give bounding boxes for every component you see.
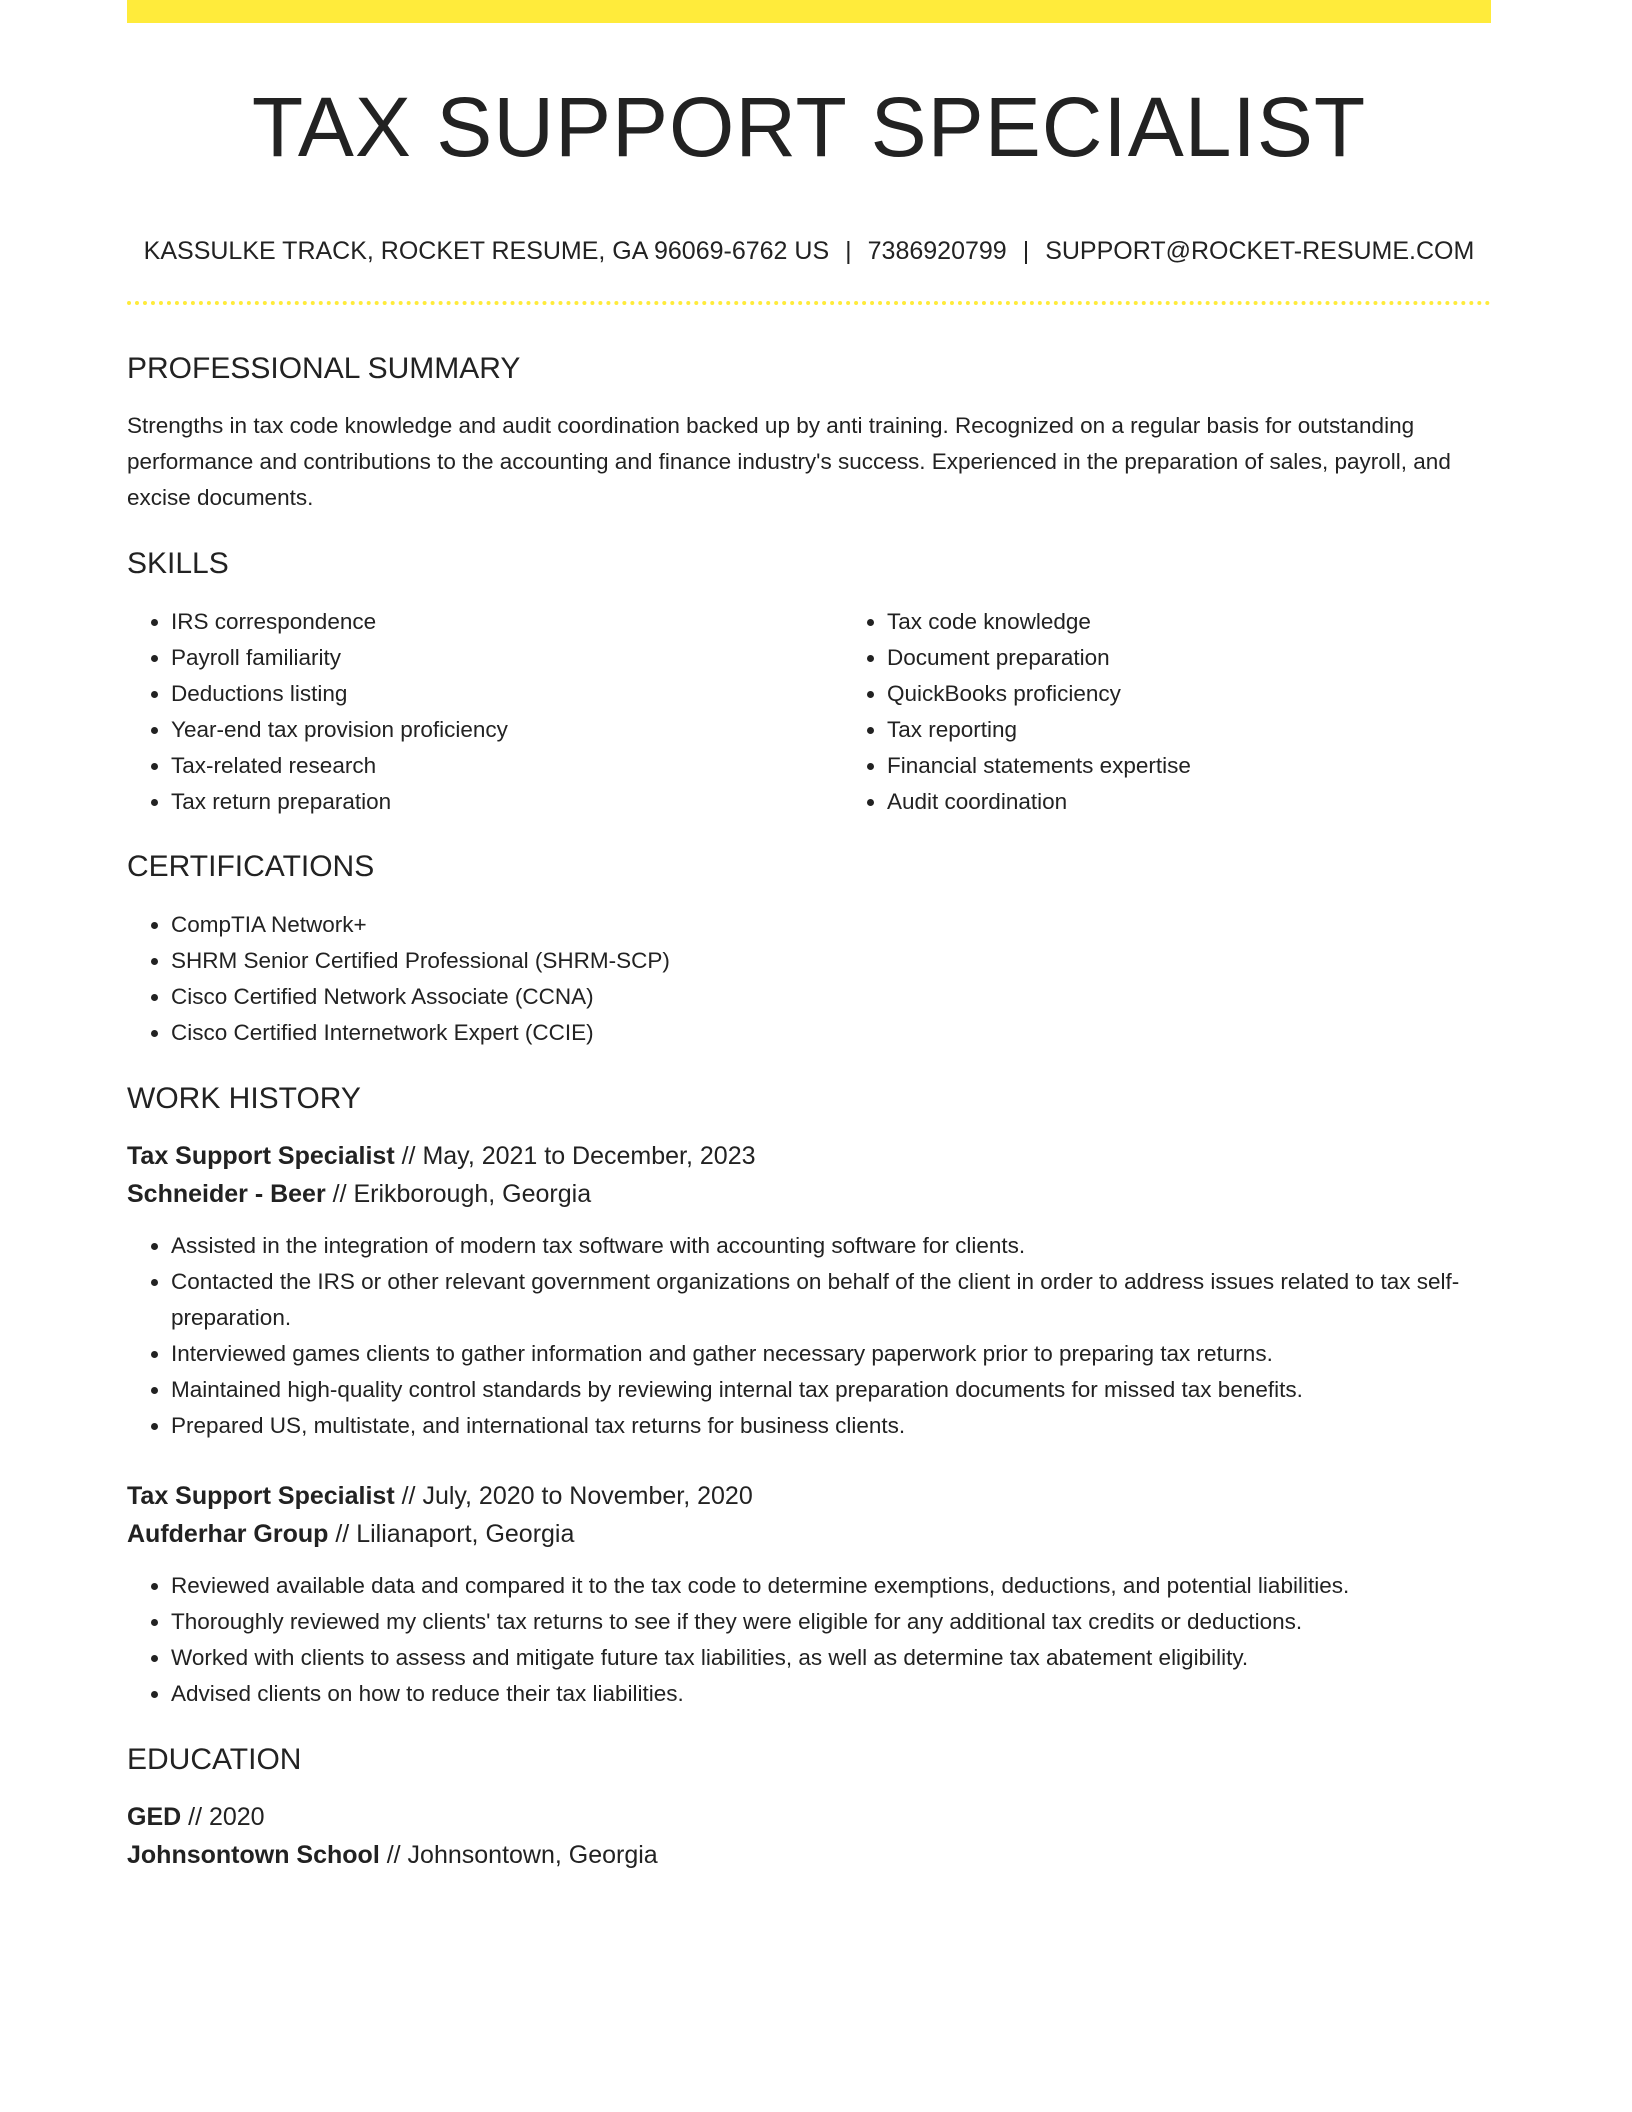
certification-item: • CompTIA Network+ xyxy=(171,907,1491,943)
skill-item: • Financial statements expertise xyxy=(887,748,1559,784)
work-history-heading: WORK HISTORY xyxy=(127,1082,361,1115)
job-bullet: • Interviewed games clients to gather information and gather necessary paperwork prior to preparing tax returns. xyxy=(171,1336,1491,1372)
job-entry xyxy=(127,1477,1491,1712)
education-degree: GED xyxy=(127,1803,182,1831)
skills-list-left xyxy=(127,604,843,820)
job-title-line xyxy=(127,1477,1491,1515)
skill-item: • Tax return preparation xyxy=(171,784,843,820)
job-location: // Lilianaport, Georgia xyxy=(328,1520,575,1548)
job-title-line xyxy=(127,1137,1491,1175)
skill-item: • Tax-related research xyxy=(171,748,843,784)
skill-item: • Deductions listing xyxy=(171,676,843,712)
skill-item: • Tax reporting xyxy=(887,712,1559,748)
contact-address: KASSULKE TRACK, ROCKET RESUME, GA 96069-6762 US xyxy=(143,237,830,265)
job-entry xyxy=(127,1137,1491,1444)
accent-top-bar xyxy=(127,0,1491,23)
page-title: TAX SUPPORT SPECIALIST xyxy=(251,80,1367,174)
education-school-line xyxy=(127,1836,1491,1874)
job-company: Schneider - Beer xyxy=(127,1180,326,1208)
job-company-line xyxy=(127,1175,1491,1213)
skills-heading: SKILLS xyxy=(127,547,229,580)
education-heading: EDUCATION xyxy=(127,1743,302,1776)
job-company: Aufderhar Group xyxy=(127,1520,329,1548)
job-title: Tax Support Specialist xyxy=(127,1142,395,1170)
skill-item: • Tax code knowledge xyxy=(887,604,1559,640)
skill-item: • Document preparation xyxy=(887,640,1559,676)
summary-text: Strengths in tax code knowledge and audit coordination backed up by anti training. Recognized on a regular basis for outstanding performance and contributions to the accounting and finance industry's success. Experienced in the preparation of sales, payroll, and excise documents. xyxy=(127,413,1451,510)
job-bullet: • Thoroughly reviewed my clients' tax returns to see if they were eligible for any additional tax credits or deductions. xyxy=(171,1604,1491,1640)
job-company-line xyxy=(127,1515,1491,1553)
skill-item: • IRS correspondence xyxy=(171,604,843,640)
job-bullet: • Prepared US, multistate, and international tax returns for business clients. xyxy=(171,1408,1491,1444)
contact-line xyxy=(127,236,1491,266)
certification-item: • Cisco Certified Internetwork Expert (CCIE) xyxy=(171,1015,1491,1051)
education-year: // 2020 xyxy=(181,1803,265,1831)
skills-list-right xyxy=(843,604,1559,820)
job-bullet: • Reviewed available data and compared it to the tax code to determine exemptions, deductions, and potential liabilities. xyxy=(171,1568,1491,1604)
contact-separator: | xyxy=(845,237,852,265)
certification-item: • Cisco Certified Network Associate (CCNA) xyxy=(171,979,1491,1015)
summary-heading: PROFESSIONAL SUMMARY xyxy=(127,352,521,385)
job-bullets xyxy=(127,1228,1491,1444)
job-location: // Erikborough, Georgia xyxy=(325,1180,592,1208)
dotted-divider xyxy=(127,301,1491,305)
job-bullet: • Assisted in the integration of modern tax software with accounting software for clients. xyxy=(171,1228,1491,1264)
skill-item: • Payroll familiarity xyxy=(171,640,843,676)
skills-columns xyxy=(127,604,1491,820)
education-degree-line xyxy=(127,1798,1491,1836)
job-bullet: • Worked with clients to assess and mitigate future tax liabilities, as well as determine tax abatement eligibility. xyxy=(171,1640,1491,1676)
certification-item: • SHRM Senior Certified Professional (SHRM-SCP) xyxy=(171,943,1491,979)
contact-phone: 7386920799 xyxy=(867,237,1007,265)
skill-item: • QuickBooks proficiency xyxy=(887,676,1559,712)
contact-email[interactable]: SUPPORT@ROCKET-RESUME.COM xyxy=(1045,237,1475,265)
job-dates: // May, 2021 to December, 2023 xyxy=(394,1142,756,1170)
resume-page xyxy=(127,0,1491,1874)
job-bullet: • Advised clients on how to reduce their tax liabilities. xyxy=(171,1676,1491,1712)
education-location: // Johnsontown, Georgia xyxy=(379,1841,658,1869)
job-dates: // July, 2020 to November, 2020 xyxy=(394,1482,753,1510)
job-title: Tax Support Specialist xyxy=(127,1482,395,1510)
certifications-heading: CERTIFICATIONS xyxy=(127,850,375,883)
education-entry xyxy=(127,1798,1491,1874)
skill-item: • Year-end tax provision proficiency xyxy=(171,712,843,748)
contact-separator: | xyxy=(1022,237,1030,265)
job-bullet: • Contacted the IRS or other relevant government organizations on behalf of the client in order to address issues related to tax self-preparation. xyxy=(171,1264,1491,1336)
certifications-list xyxy=(127,907,1491,1051)
job-bullet: • Maintained high-quality control standards by reviewing internal tax preparation documents for missed tax benefits. xyxy=(171,1372,1491,1408)
skill-item: • Audit coordination xyxy=(887,784,1559,820)
job-bullets xyxy=(127,1568,1491,1712)
education-school: Johnsontown School xyxy=(127,1841,380,1869)
